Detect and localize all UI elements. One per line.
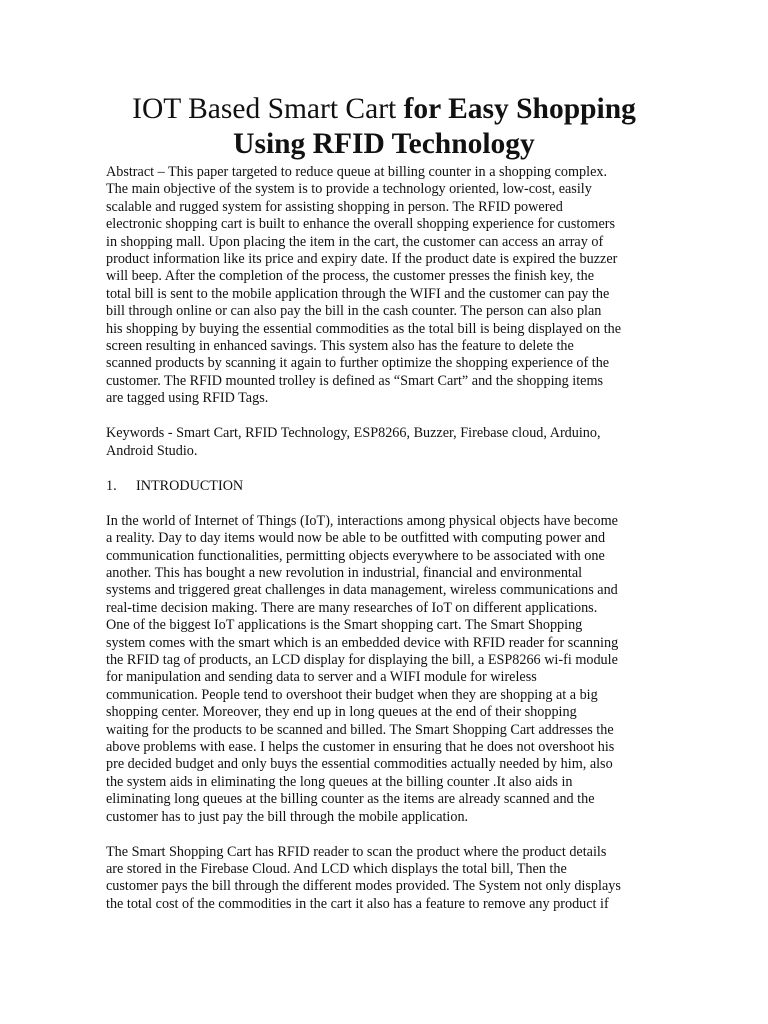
intro-para-1-line: the system aids in eliminating the long queues at the billing counter .It also aids in bbox=[106, 773, 573, 790]
intro-para-1-line: for manipulation and sending data to server and a WIFI module for wireless bbox=[106, 669, 537, 686]
abstract-line: electronic shopping cart is built to enhance the overall shopping experience for customers bbox=[106, 216, 616, 233]
intro-para-1-line: shopping center. Moreover, they end up in long queues at the end of their shopping bbox=[106, 704, 577, 721]
abstract-line: customer. The RFID mounted trolley is defined as “Smart Cart” and the shopping items bbox=[106, 372, 603, 389]
keywords-line: Keywords - Smart Cart, RFID Technology, ESP8266, Buzzer, Firebase cloud, Arduino, bbox=[106, 425, 601, 442]
abstract-line: in shopping mall. Upon placing the item in the cart, the customer can access an array of bbox=[106, 233, 604, 250]
intro-para-1-line: another. This has bought a new revolution in industrial, financial and environmental bbox=[106, 564, 583, 581]
title-regular-part: IOT Based Smart Cart bbox=[132, 93, 404, 125]
intro-para-1-line: In the world of Internet of Things (IoT), interactions among physical objects have become bbox=[106, 512, 618, 529]
abstract-line: screen resulting in enhanced savings. This system also has the feature to delete the bbox=[106, 338, 574, 355]
paper-body bbox=[106, 164, 666, 913]
title-line-1 bbox=[40, 92, 728, 127]
section-title: INTRODUCTION bbox=[136, 477, 244, 494]
intro-para-1-line: the RFID tag of products, an LCD display for displaying the bill, a ESP8266 wi-fi module bbox=[106, 651, 618, 668]
intro-para-1-line: systems and triggered great challenges in data management, wireless communications and bbox=[106, 582, 618, 599]
abstract-line: total bill is sent to the mobile application through the WIFI and the customer can pay the bbox=[106, 285, 610, 302]
paper-title bbox=[40, 92, 728, 162]
abstract-line: bill through online or can also pay the bill in the cash counter. The person can also plan bbox=[106, 303, 602, 320]
keywords-paragraph bbox=[106, 425, 666, 460]
keywords-line: Android Studio. bbox=[106, 442, 198, 459]
abstract-line: The main objective of the system is to provide a technology oriented, low-cost, easily bbox=[106, 181, 592, 198]
abstract-line: scalable and rugged system for assisting shopping in person. The RFID powered bbox=[106, 198, 563, 215]
title-bold-part: for Easy Shopping bbox=[403, 93, 636, 125]
intro-para-1-line: a reality. Day to day items would now be able to be outfitted with computing power and bbox=[106, 530, 606, 547]
intro-para-1-line: waiting for the products to be scanned and billed. The Smart Shopping Cart addresses the bbox=[106, 721, 614, 738]
abstract-line: Abstract – This paper targeted to reduce queue at billing counter in a shopping complex. bbox=[106, 164, 608, 180]
abstract-line: his shopping by buying the essential commodities as the total bill is being displayed on the bbox=[106, 320, 622, 337]
abstract-line: scanned products by scanning it again to further optimize the shopping experience of the bbox=[106, 355, 610, 372]
abstract-line: will beep. After the completion of the process, the customer presses the finish key, the bbox=[106, 268, 595, 285]
intro-para-1-line: pre decided budget and only buys the essential commodities actually needed by him, also bbox=[106, 756, 613, 773]
intro-para-1-line: real-time decision making. There are many researches of IoT on different applications. bbox=[106, 599, 598, 616]
title-line-2: Using RFID Technology bbox=[233, 128, 535, 160]
abstract-line: product information like its price and expiry date. If the product date is expired the buzzer bbox=[106, 251, 618, 268]
intro-para-1-line: eliminating long queues at the billing counter as the items are already scanned and the bbox=[106, 791, 595, 808]
section-number: 1. bbox=[106, 477, 117, 494]
intro-para-1-line: communication. People tend to overshoot their budget when they are shopping at a big bbox=[106, 686, 598, 703]
intro-para-2-line: the total cost of the commodities in the cart it also has a feature to remove any product if bbox=[106, 895, 609, 912]
intro-para-2-line: The Smart Shopping Cart has RFID reader to scan the product where the product details bbox=[106, 843, 607, 860]
abstract-line: are tagged using RFID Tags. bbox=[106, 390, 269, 407]
intro-para-1-line: above problems with ease. I helps the customer in ensuring that he does not overshoot his bbox=[106, 738, 615, 755]
intro-para-2-line: customer pays the bill through the different modes provided. The System not only displays bbox=[106, 878, 621, 895]
intro-paragraph-2 bbox=[106, 844, 666, 914]
intro-para-1-line: customer has to just pay the bill through the mobile application. bbox=[106, 808, 469, 825]
intro-para-1-line: One of the biggest IoT applications is the Smart shopping cart. The Smart Shopping bbox=[106, 617, 583, 634]
intro-para-2-line: are stored in the Firebase Cloud. And LCD which displays the total bill, Then the bbox=[106, 861, 567, 877]
intro-paragraph-1 bbox=[106, 513, 666, 826]
intro-para-1-line: system comes with the smart which is an embedded device with RFID reader for scanning bbox=[106, 634, 619, 651]
intro-para-1-line: communication functionalities, permitting objects everywhere to be associated with one bbox=[106, 547, 605, 564]
abstract-paragraph bbox=[106, 164, 666, 408]
section-heading-introduction bbox=[106, 478, 666, 495]
